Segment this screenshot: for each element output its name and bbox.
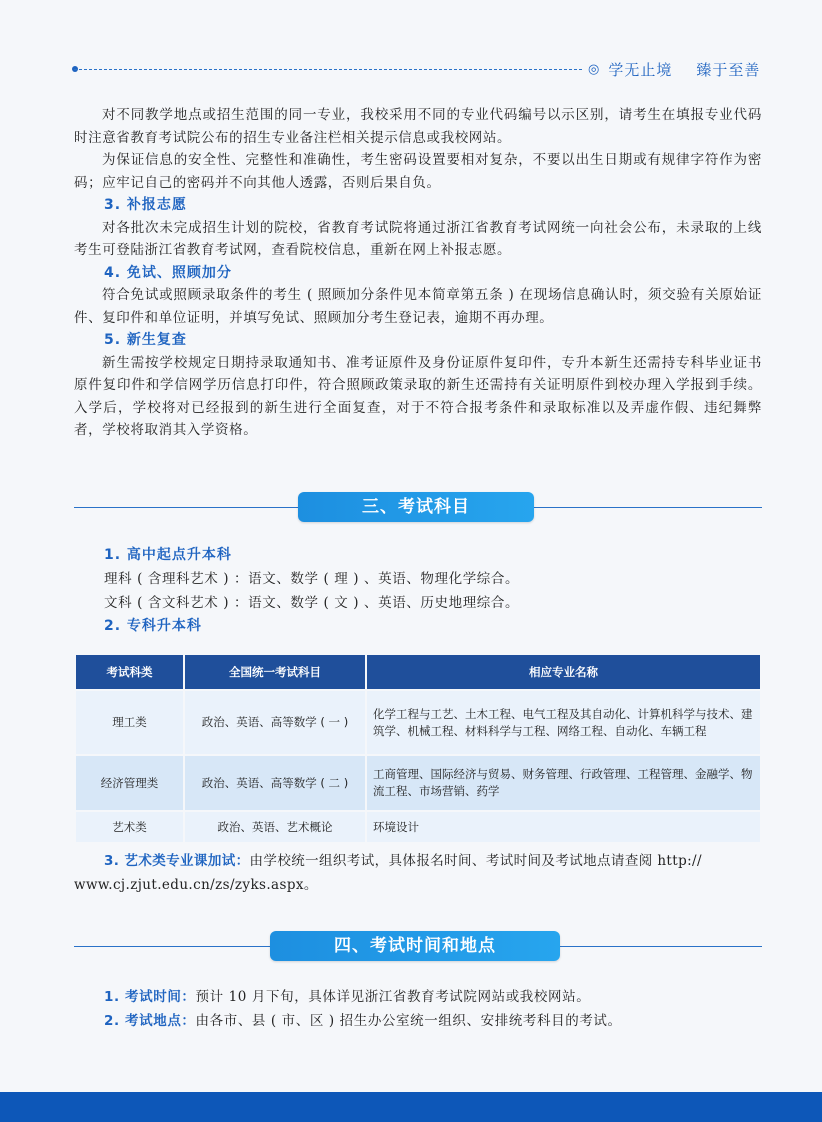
cell-majors: 环境设计 (367, 812, 760, 842)
note-label: 3. 艺术类专业课加试： (104, 853, 250, 869)
art-exam-note (74, 848, 762, 895)
ring-icon: ◎ (588, 61, 601, 77)
item-heading: 3. 补报志愿 (104, 197, 187, 213)
motto-part2: 臻于至善 (696, 60, 761, 79)
note-text: 由学校统一组织考试，具体报名时间、考试时间及考试地点请查阅 http:// (249, 853, 702, 869)
item-heading: 5. 新生复查 (104, 332, 187, 348)
exam-time-line (74, 985, 762, 1009)
exam-time-label: 1. 考试时间： (104, 989, 196, 1005)
note-url-link[interactable]: www.cj.zjut.edu.cn/zs/zyks.aspx。 (74, 877, 318, 893)
item-text: 新生需按学校规定日期持录取通知书、准考证原件及身份证原件复印件，专升本新生还需持专科毕业证书原件复印件和学信网学历信息打印件，符合照顾政策录取的新生还需持有关证明原件到校办理入学报到手续。入学后，学校将对已经报到的新生进行全面复查，对于不符合报考条件和录取标准以及弄虚作假、违纪舞弊者，学校将取消其入学资格。 (74, 354, 762, 438)
intro-paragraph: 为保证信息的安全性、完整性和准确性，考生密码设置要相对复杂，不要以出生日期或有规律字符作为密码；应牢记自己的密码并不向其他人透露，否则后果自负。 (74, 152, 762, 191)
table-header-row (76, 655, 760, 689)
cell-majors: 化学工程与工艺、土木工程、电气工程及其自动化、计算机科学与技术、建筑学、机械工程、材料科学与工程、网络工程、自动化、车辆工程 (367, 691, 760, 754)
exam-time-text: 预计 10 月下旬，具体详见浙江省教育考试院网站或我校网站。 (195, 989, 591, 1005)
top-content (74, 104, 762, 442)
item-heading: 4. 免试、照顾加分 (104, 264, 232, 281)
header-majors: 相应专业名称 (367, 655, 760, 689)
footer-bar (0, 1092, 822, 1122)
exam-subjects-table (74, 653, 762, 844)
intro-paragraph: 对不同教学地点或招生范围的同一专业，我校采用不同的专业代码编号以示区别，请考生在填报专业代码时注意省教育考试院公布的招生专业备注栏相关提示信息或我校网站。 (74, 107, 762, 146)
cell-category: 经济管理类 (76, 756, 183, 810)
section3-body (74, 544, 762, 637)
cell-majors: 工商管理、国际经济与贸易、财务管理、行政管理、工程管理、金融学、物流工程、市场营销、药学 (367, 756, 760, 810)
science-line: 理科 ( 含理科艺术 ) ：语文、数学 ( 理 ) 、英语、物理化学综合。 (104, 570, 520, 587)
table-row (76, 691, 760, 754)
sub-heading: 2. 专科升本科 (104, 617, 202, 634)
cell-category: 艺术类 (76, 812, 183, 842)
sub-heading: 1. 高中起点升本科 (104, 547, 232, 563)
section4-title-bar (74, 931, 762, 961)
cell-subjects: 政治、英语、艺术概论 (185, 812, 365, 842)
exam-place-line (74, 1009, 762, 1033)
cell-subjects: 政治、英语、高等数学 ( 一 ) (185, 691, 365, 754)
header-subjects: 全国统一考试科目 (185, 655, 365, 689)
item-text: 符合免试或照顾录取条件的考生 ( 照顾加分条件见本简章第五条 ) 在现场信息确认时，须交验有关原始证件、复印件和单位证明，并填写免试、照顾加分考生登记表，逾期不再办理。 (74, 287, 762, 326)
item-text: 对各批次未完成招生计划的院校，省教育考试院将通过浙江省教育考试网统一向社会公布，未录取的上线考生可登陆浙江省教育考试网，查看院校信息，重新在网上补报志愿。 (74, 219, 762, 258)
arts-line: 文科 ( 含文科艺术 ) ：语文、数学 ( 文 ) 、英语、历史地理综合。 (104, 594, 520, 611)
table-row (76, 756, 760, 810)
cell-category: 理工类 (76, 691, 183, 754)
section3-title-bar (74, 492, 762, 522)
section4-body (74, 985, 762, 1033)
cell-subjects: 政治、英语、高等数学 ( 二 ) (185, 756, 365, 810)
section4-title: 四、考试时间和地点 (270, 931, 560, 961)
exam-place-label: 2. 考试地点： (104, 1013, 196, 1029)
motto-part1: 学无止境 (608, 60, 673, 79)
header-category: 考试科类 (76, 655, 183, 689)
header-motto (588, 58, 760, 80)
exam-place-text: 由各市、县 ( 市、区 ) 招生办公室统一组织、安排统考科目的考试。 (195, 1013, 622, 1029)
header-dashed-line (74, 69, 582, 70)
section3-title: 三、考试科目 (298, 492, 534, 522)
table-row (76, 812, 760, 842)
